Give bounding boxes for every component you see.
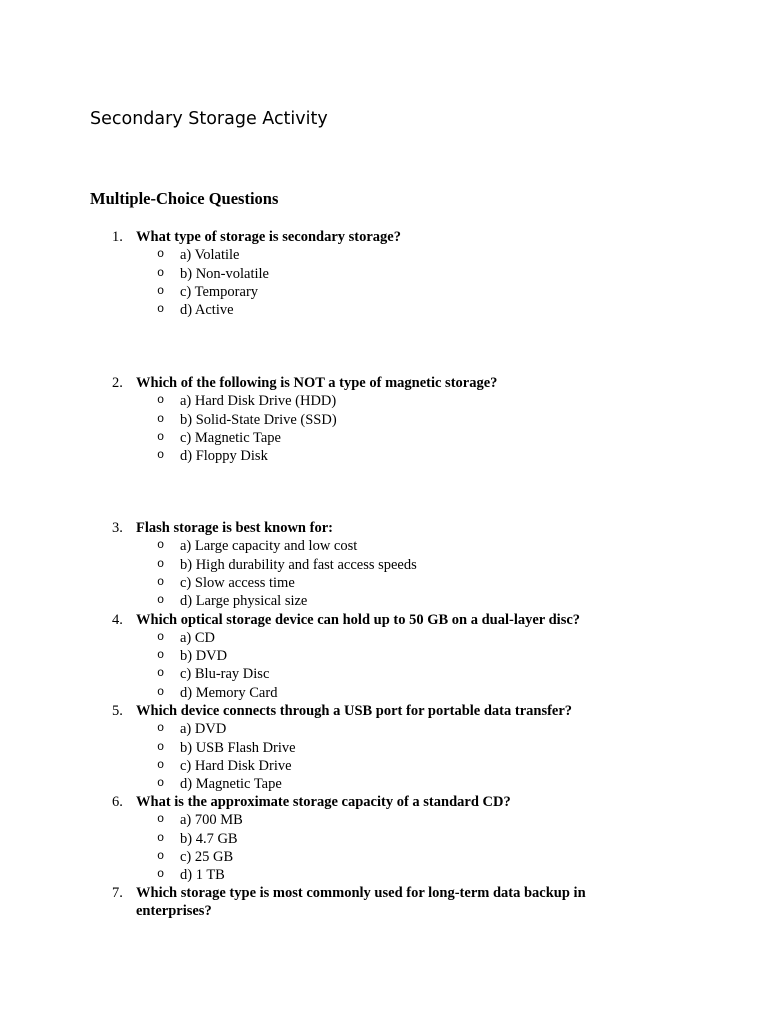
option-text: c) Magnetic Tape (180, 429, 281, 446)
bullet-icon: o (157, 393, 165, 408)
option-text: c) Slow access time (180, 574, 295, 591)
option-item (0, 265, 768, 283)
bullet-icon: o (157, 666, 165, 681)
option-item (0, 647, 768, 665)
option-text: b) 4.7 GB (180, 830, 238, 847)
option-text: d) 1 TB (180, 867, 225, 884)
question-text: Which storage type is most commonly used for long-term data backup in enterprises? (136, 885, 586, 920)
bullet-icon: o (157, 757, 165, 772)
option-list (0, 392, 768, 465)
option-text: a) DVD (180, 721, 227, 738)
option-text: d) Floppy Disk (180, 448, 268, 465)
question-7 (0, 884, 768, 921)
option-text: b) High durability and fast access speeds (180, 556, 417, 573)
option-item (0, 411, 768, 429)
question-text: Which device connects through a USB port for portable data transfer? (136, 703, 573, 719)
option-item (0, 684, 768, 702)
option-item (0, 447, 768, 465)
option-text: d) Large physical size (180, 593, 308, 610)
question-number: 1. (112, 229, 123, 245)
option-item (0, 757, 768, 775)
option-text: d) Active (180, 302, 234, 319)
option-text: a) Hard Disk Drive (HDD) (180, 393, 337, 410)
question-1 (0, 228, 768, 319)
question-number: 4. (112, 611, 123, 628)
option-list (0, 537, 768, 610)
option-text: a) CD (180, 629, 216, 646)
option-item (0, 392, 768, 410)
bullet-icon: o (157, 684, 165, 699)
question-2 (0, 374, 768, 465)
bullet-icon: o (157, 648, 165, 663)
option-text: d) Magnetic Tape (180, 776, 282, 793)
option-item (0, 720, 768, 738)
option-item (0, 429, 768, 447)
bullet-icon: o (157, 721, 165, 736)
option-item (0, 537, 768, 555)
question-text: Flash storage is best known for: (136, 520, 333, 536)
question-6 (0, 793, 768, 884)
option-item (0, 283, 768, 301)
option-item (0, 592, 768, 610)
option-list (0, 246, 768, 319)
option-item (0, 629, 768, 647)
bullet-icon: o (157, 448, 165, 463)
bullet-icon: o (157, 283, 165, 298)
question-number: 3. (112, 520, 123, 536)
option-list (0, 720, 768, 793)
bullet-icon: o (157, 629, 165, 644)
bullet-icon: o (157, 830, 165, 845)
question-number: 2. (112, 375, 123, 391)
bullet-icon: o (157, 556, 165, 571)
option-item (0, 866, 768, 884)
option-list (0, 629, 768, 702)
page-title: Secondary Storage Activity (90, 109, 328, 129)
option-item (0, 775, 768, 793)
option-item (0, 848, 768, 866)
option-text: b) Solid-State Drive (SSD) (180, 411, 337, 428)
option-text: c) Hard Disk Drive (180, 757, 292, 774)
option-item (0, 739, 768, 757)
question-5 (0, 702, 768, 793)
bullet-icon: o (157, 593, 165, 608)
bullet-icon: o (157, 848, 165, 863)
option-item (0, 246, 768, 264)
option-item (0, 830, 768, 848)
bullet-icon: o (157, 739, 165, 754)
question-number: 6. (112, 794, 123, 810)
option-item (0, 811, 768, 829)
question-3 (0, 519, 768, 610)
option-text: a) Volatile (180, 247, 240, 264)
option-text: c) Temporary (180, 283, 259, 300)
option-text: a) Large capacity and low cost (180, 538, 358, 555)
bullet-icon: o (157, 411, 165, 426)
option-text: b) DVD (180, 648, 228, 665)
option-item (0, 574, 768, 592)
option-item (0, 301, 768, 319)
option-text: d) Memory Card (180, 684, 278, 701)
bullet-icon: o (157, 776, 165, 791)
question-number: 7. (112, 885, 123, 901)
option-text: a) 700 MB (180, 812, 243, 829)
bullet-icon: o (157, 867, 165, 882)
section-heading: Multiple-Choice Questions (90, 189, 279, 208)
option-item (0, 665, 768, 683)
question-text: What type of storage is secondary storage? (136, 229, 401, 245)
bullet-icon: o (157, 812, 165, 827)
bullet-icon: o (157, 574, 165, 589)
option-list (0, 811, 768, 884)
question-text: Which of the following is NOT a type of magnetic storage? (136, 375, 498, 391)
bullet-icon: o (157, 247, 165, 262)
question-4 (0, 611, 768, 702)
option-text: b) Non-volatile (180, 265, 269, 282)
option-text: b) USB Flash Drive (180, 739, 296, 756)
question-text: Which optical storage device can hold up to 50 GB on a dual-layer disc? (136, 611, 581, 628)
question-number: 5. (112, 703, 123, 719)
bullet-icon: o (157, 538, 165, 553)
bullet-icon: o (157, 429, 165, 444)
option-text: c) 25 GB (180, 848, 234, 865)
bullet-icon: o (157, 265, 165, 280)
option-item (0, 556, 768, 574)
bullet-icon: o (157, 302, 165, 317)
option-text: c) Blu-ray Disc (180, 666, 270, 683)
question-text: What is the approximate storage capacity of a standard CD? (136, 794, 511, 810)
